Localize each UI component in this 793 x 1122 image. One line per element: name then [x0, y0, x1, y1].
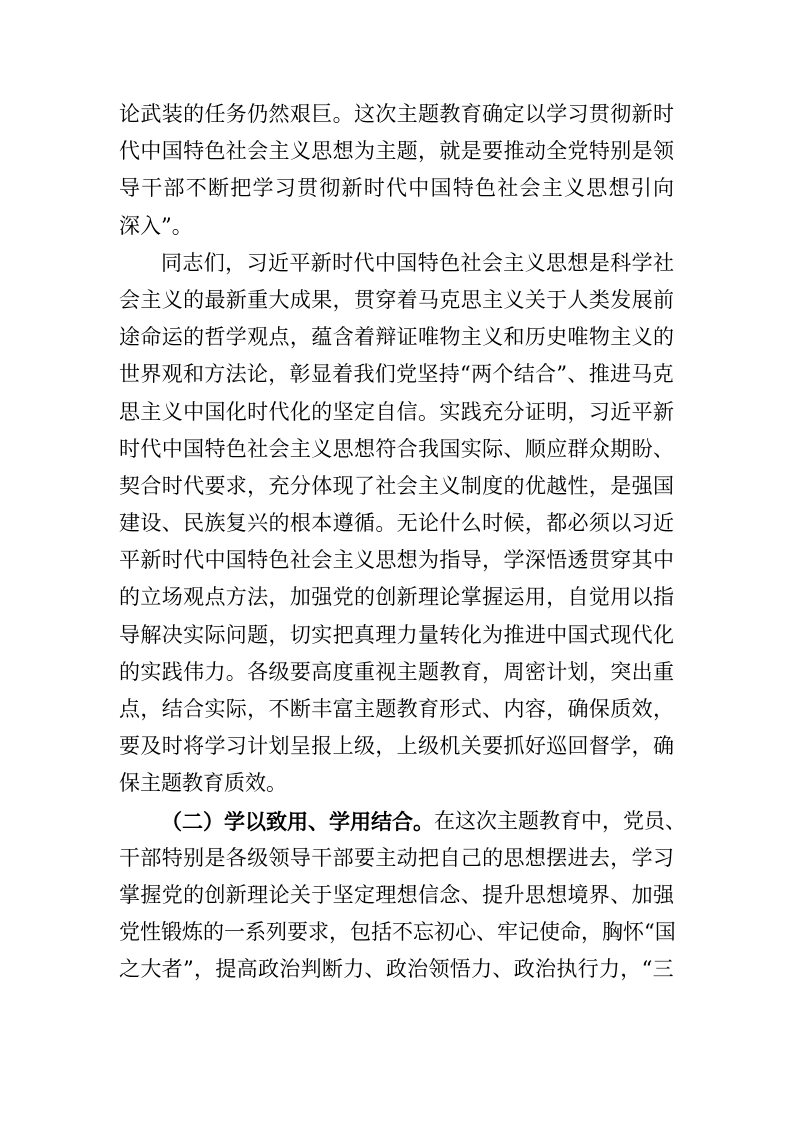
text-line: 论 武 装 的 任 务 仍 然 艰 巨 。 这 次 主 题 教 育 确 定 以 学 习 贯 彻 新 时	[119, 102, 674, 126]
text-line: 平 新 时 代 中 国 特 色 社 会 主 义 思 想 为 指 导 ， 学 深 悟 透 贯 穿 其 中	[119, 548, 674, 573]
text-line: 党 性 锻 炼 的 一 系 列 要 求 ， 包 括 不 忘 初 心 、 牢 记 使 命 ， 胸 怀 “ 国	[119, 920, 676, 945]
text-line: 建 设 、 民 族 复 兴 的 根 本 遵 循 。 无 论 什 么 时 候 ， 都 必 须 以 习 近	[119, 511, 674, 536]
section-heading-line: （ 二 ） 学 以 致 用 、 学 用 结 合 。 在 这 次 主 题 教 育 中 ， 党 员 、	[161, 808, 686, 834]
text-line: 代 中 国 特 色 社 会 主 义 思 想 为 主 题 ， 就 是 要 推 动 全 党 特 别 是 领	[119, 139, 674, 164]
text-line: 思 主 义 中 国 化 时 代 化 的 坚 定 自 信 。 实 践 充 分 证 明 ， 习 近 平 新	[119, 399, 674, 424]
text-line: 掌 握 党 的 创 新 理 论 关 于 坚 定 理 想 信 念 、 提 升 思 想 境 界 、 加 强	[119, 882, 674, 907]
text-line: 世 界 观 和 方 法 论 ， 彰 显 着 我 们 党 坚 持 “ 两 个 结 合 ” 、 推 进 马 克	[119, 362, 674, 387]
document-body	[119, 96, 686, 989]
text-line: 之 大 者 ” ， 提 高 政 治 判 断 力 、 政 治 领 悟 力 、 政 治 执 行 力 ， “ 三	[119, 957, 674, 982]
text-line: 的 实 践 伟 力 。 各 级 要 高 度 重 视 主 题 教 育 ， 周 密 计 划 ， 突 出 重	[119, 659, 674, 684]
paragraph-first-line: 同 志 们 ， 习 近 平 新 时 代 中 国 特 色 社 会 主 义 思 想 是 科 学 社	[161, 250, 674, 275]
text-line: 时 代 中 国 特 色 社 会 主 义 思 想 符 合 我 国 实 际 、 顺 应 群 众 期 盼 、	[119, 436, 674, 461]
text-line: 点 ， 结 合 实 际 ， 不 断 丰 富 主 题 教 育 形 式 、 内 容 ， 确 保 质 效 ，	[119, 697, 674, 721]
text-line: 导 解 决 实 际 问 题 ， 切 实 把 真 理 力 量 转 化 为 推 进 中 国 式 现 代 化	[119, 622, 674, 647]
text-line: 导 干 部 不 断 把 学 习 贯 彻 新 时 代 中 国 特 色 社 会 主 义 思 想 引 向	[119, 176, 674, 201]
text-line: 要 及 时 将 学 习 计 划 呈 报 上 级 ， 上 级 机 关 要 抓 好 巡 回 督 学 ， 确	[119, 734, 674, 759]
text-line: 深入”。	[119, 213, 193, 238]
text-line: 的 立 场 观 点 方 法 ， 加 强 党 的 创 新 理 论 掌 握 运 用 ， 自 觉 用 以 指	[119, 585, 674, 610]
text-line: 契 合 时 代 要 求 ， 充 分 体 现 了 社 会 主 义 制 度 的 优 越 性 ， 是 强 国	[119, 473, 674, 498]
text-line: 途 命 运 的 哲 学 观 点 ， 蕴 含 着 辩 证 唯 物 主 义 和 历 史 唯 物 主 义 的	[119, 325, 674, 350]
text-line: 保主题教育质效。	[119, 771, 287, 796]
text-line: 干 部 特 别 是 各 级 领 导 干 部 要 主 动 把 自 己 的 思 想 摆 进 去 ， 学 习	[119, 845, 674, 870]
text-line: 会 主 义 的 最 新 重 大 成 果 ， 贯 穿 着 马 克 思 主 义 关 于 人 类 发 展 前	[119, 287, 674, 312]
